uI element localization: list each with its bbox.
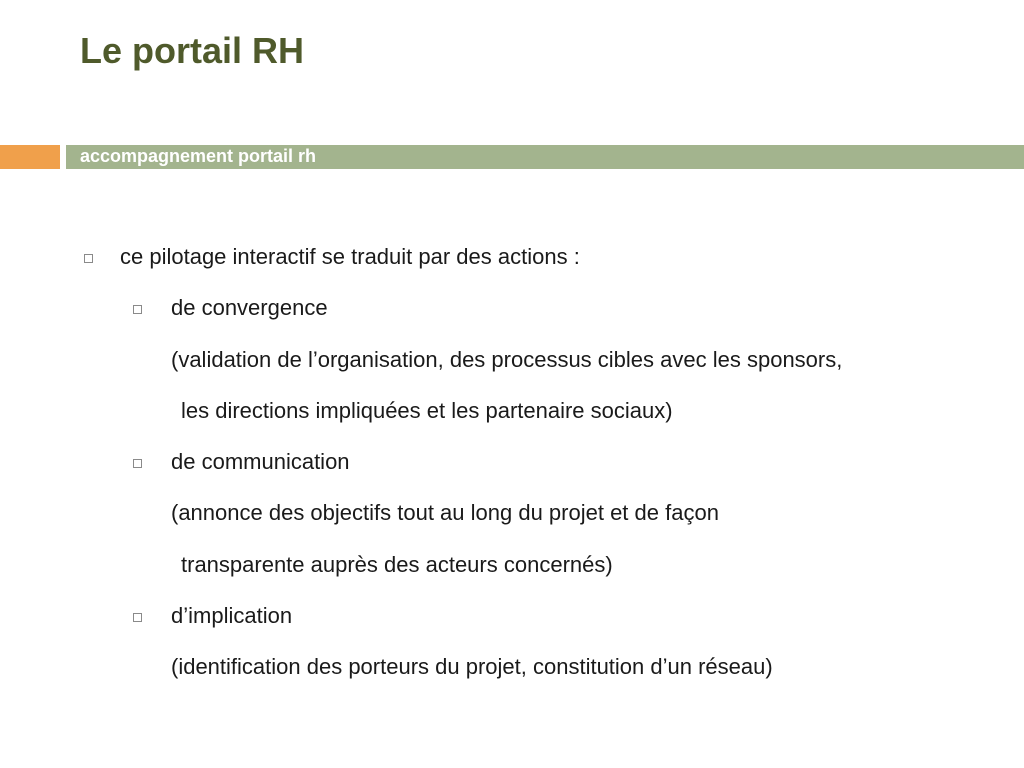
intro-text: ce pilotage interactif se traduit par des actions : xyxy=(120,244,580,269)
subtitle-band-label: accompagnement portail rh xyxy=(80,146,317,166)
item-detail-convergence-2: les directions impliquées et les partenaire sociaux) xyxy=(181,398,673,423)
item-detail-communication-2: transparente auprès des acteurs concernés) xyxy=(181,552,613,577)
square-bullet-icon xyxy=(133,305,142,314)
item-detail-implication-1: (identification des porteurs du projet, constitution d’un réseau) xyxy=(171,654,773,679)
accent-band-orange xyxy=(0,145,60,169)
square-bullet-icon xyxy=(84,254,93,263)
item-heading-communication: de communication xyxy=(171,449,350,474)
item-heading-convergence: de convergence xyxy=(171,295,328,320)
square-bullet-icon xyxy=(133,613,142,622)
square-bullet-icon xyxy=(133,459,142,468)
item-detail-convergence-1: (validation de l’organisation, des processus cibles avec les sponsors, xyxy=(171,347,843,372)
item-heading-implication: d’implication xyxy=(171,603,293,628)
slide-title: Le portail RH xyxy=(80,30,305,71)
item-detail-communication-1: (annonce des objectifs tout au long du projet et de façon xyxy=(171,500,719,525)
